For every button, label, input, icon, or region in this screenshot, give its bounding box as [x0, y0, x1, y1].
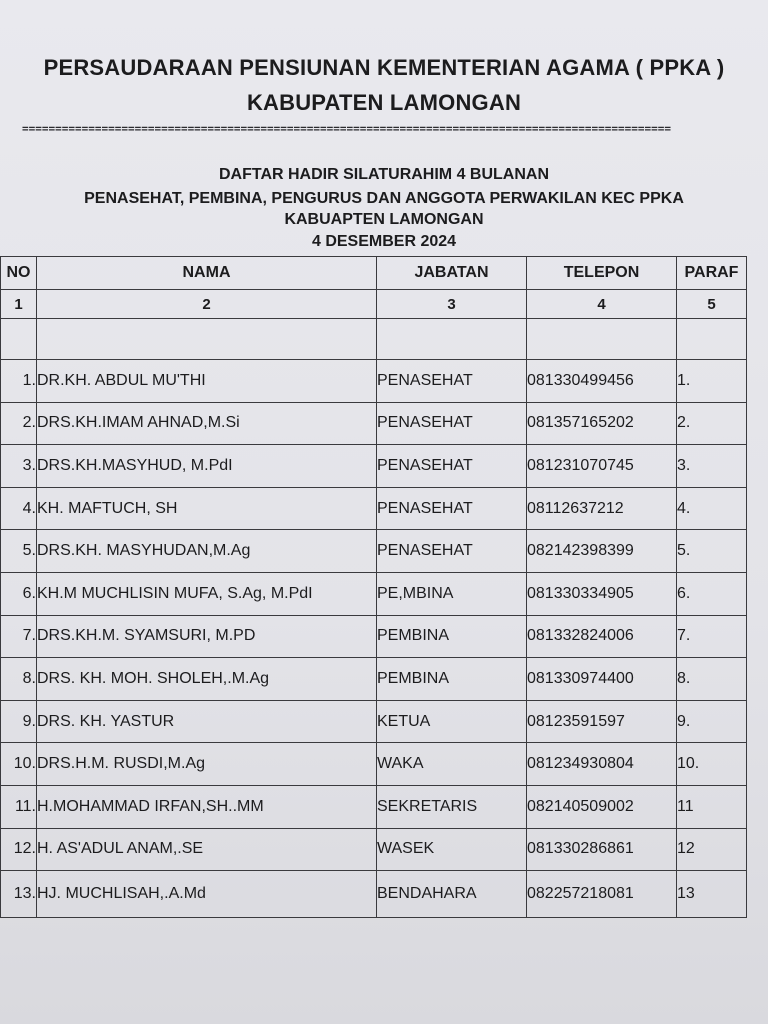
column-header-nama: NAMA — [37, 257, 377, 290]
cell-nama: H.MOHAMMAD IRFAN,SH..MM — [37, 785, 377, 828]
cell-telepon: 081330286861 — [527, 828, 677, 871]
cell-no: 7. — [1, 615, 37, 658]
cell-jabatan: SEKRETARIS — [377, 785, 527, 828]
cell-no: 12. — [1, 828, 37, 871]
cell-no: 1. — [1, 360, 37, 403]
cell-paraf: 4. — [677, 487, 747, 530]
cell-telepon: 082142398399 — [527, 530, 677, 573]
cell-telepon: 081234930804 — [527, 743, 677, 786]
cell-paraf: 10. — [677, 743, 747, 786]
cell-nama: H. AS'ADUL ANAM,.SE — [37, 828, 377, 871]
cell-nama: DRS.H.M. RUSDI,M.Ag — [37, 743, 377, 786]
cell-no: 8. — [1, 658, 37, 701]
cell-paraf: 13 — [677, 871, 747, 918]
cell-no: 5. — [1, 530, 37, 573]
column-number: 3 — [377, 290, 527, 319]
cell-no: 4. — [1, 487, 37, 530]
cell-paraf: 1. — [677, 360, 747, 403]
cell-no: 13. — [1, 871, 37, 918]
column-header-paraf: PARAF — [677, 257, 747, 290]
column-header-jabatan: JABATAN — [377, 257, 527, 290]
cell-telepon: 082140509002 — [527, 785, 677, 828]
table-row — [1, 445, 747, 488]
cell-jabatan: WASEK — [377, 828, 527, 871]
cell-no: 6. — [1, 572, 37, 615]
organization-region: KABUPATEN LAMONGAN — [246, 90, 522, 115]
cell-no: 10. — [1, 743, 37, 786]
cell-jabatan: KETUA — [377, 700, 527, 743]
spacer-row — [1, 319, 747, 360]
cell-nama: DRS. KH. YASTUR — [37, 700, 377, 743]
attendance-rows — [1, 319, 747, 918]
attendance-table — [0, 256, 747, 918]
cell-no: 9. — [1, 700, 37, 743]
cell-telepon: 081332824006 — [527, 615, 677, 658]
table-row — [1, 530, 747, 573]
cell-nama: DRS. KH. MOH. SHOLEH,.M.Ag — [37, 658, 377, 701]
table-row — [1, 360, 747, 403]
column-header-no: NO — [1, 257, 37, 290]
cell-paraf: 6. — [677, 572, 747, 615]
cell-jabatan: PENASEHAT — [377, 530, 527, 573]
column-number: 1 — [1, 290, 37, 319]
cell-paraf: 9. — [677, 700, 747, 743]
cell-paraf: 11 — [677, 785, 747, 828]
cell-nama: DRS.KH.IMAM AHNAD,M.Si — [37, 402, 377, 445]
table-row — [1, 487, 747, 530]
table-row — [1, 402, 747, 445]
document-date: 4 DESEMBER 2024 — [311, 233, 457, 250]
cell-jabatan: PENASEHAT — [377, 402, 527, 445]
cell-paraf: 7. — [677, 615, 747, 658]
column-number: 5 — [677, 290, 747, 319]
cell-telepon: 082257218081 — [527, 871, 677, 918]
cell-jabatan: PEMBINA — [377, 615, 527, 658]
cell-nama: KH. MAFTUCH, SH — [37, 487, 377, 530]
column-number: 2 — [37, 290, 377, 319]
cell-no: 11. — [1, 785, 37, 828]
cell-jabatan: PENASEHAT — [377, 487, 527, 530]
cell-telepon: 081231070745 — [527, 445, 677, 488]
table-row — [1, 743, 747, 786]
table-row — [1, 828, 747, 871]
document-region: KABUAPTEN LAMONGAN — [284, 211, 484, 228]
header-separator: ================================================================================================== — [22, 123, 672, 135]
cell-nama: DRS.KH. MASYHUDAN,M.Ag — [37, 530, 377, 573]
document-subtitle: PENASEHAT, PEMBINA, PENGURUS DAN ANGGOTA PERWAKILAN KEC PPKA — [84, 190, 684, 207]
cell-nama: DRS.KH.M. SYAMSURI, M.PD — [37, 615, 377, 658]
cell-jabatan: WAKA — [377, 743, 527, 786]
cell-jabatan: BENDAHARA — [377, 871, 527, 918]
cell-telepon: 08123591597 — [527, 700, 677, 743]
cell-paraf: 5. — [677, 530, 747, 573]
organization-name: PERSAUDARAAN PENSIUNAN KEMENTERIAN AGAMA ( PPKA ) — [43, 55, 725, 80]
table-row — [1, 658, 747, 701]
table-row — [1, 615, 747, 658]
document-title: DAFTAR HADIR SILATURAHIM 4 BULANAN — [218, 166, 550, 183]
table-row — [1, 700, 747, 743]
cell-no: 2. — [1, 402, 37, 445]
cell-nama: KH.M MUCHLISIN MUFA, S.Ag, M.PdI — [37, 572, 377, 615]
cell-paraf: 3. — [677, 445, 747, 488]
cell-telepon: 081330974400 — [527, 658, 677, 701]
cell-jabatan: PEMBINA — [377, 658, 527, 701]
cell-paraf: 8. — [677, 658, 747, 701]
cell-paraf: 12 — [677, 828, 747, 871]
column-number: 4 — [527, 290, 677, 319]
cell-no: 3. — [1, 445, 37, 488]
table-header-row — [1, 257, 747, 290]
cell-jabatan: PE,MBINA — [377, 572, 527, 615]
table-row — [1, 785, 747, 828]
cell-jabatan: PENASEHAT — [377, 445, 527, 488]
cell-telepon: 081357165202 — [527, 402, 677, 445]
cell-nama: DRS.KH.MASYHUD, M.PdI — [37, 445, 377, 488]
column-header-telepon: TELEPON — [527, 257, 677, 290]
cell-nama: HJ. MUCHLISAH,.A.Md — [37, 871, 377, 918]
cell-jabatan: PENASEHAT — [377, 360, 527, 403]
cell-nama: DR.KH. ABDUL MU'THI — [37, 360, 377, 403]
cell-telepon: 081330499456 — [527, 360, 677, 403]
column-number-row — [1, 290, 747, 319]
cell-telepon: 08112637212 — [527, 487, 677, 530]
cell-paraf: 2. — [677, 402, 747, 445]
cell-telepon: 081330334905 — [527, 572, 677, 615]
table-row — [1, 871, 747, 918]
table-row — [1, 572, 747, 615]
